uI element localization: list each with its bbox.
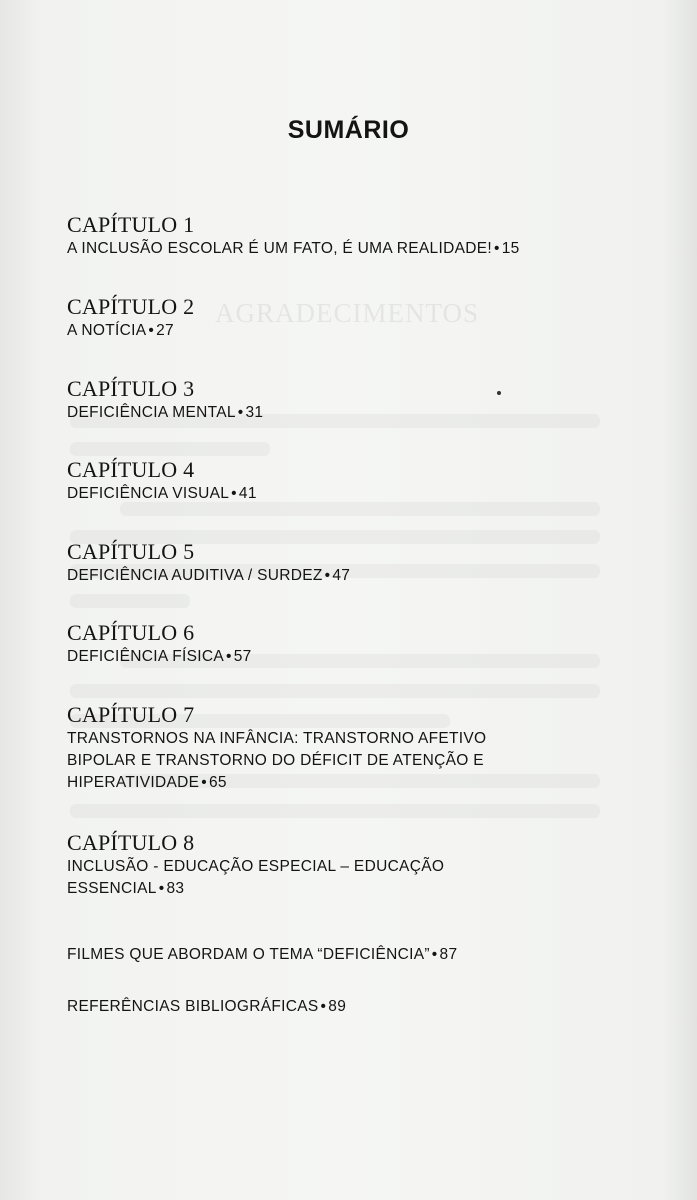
toc-entry (67, 830, 444, 900)
chapter-title-line: A INCLUSÃO ESCOLAR É UM FATO, É UMA REALIDADE! (67, 240, 492, 257)
toc-entry (67, 376, 263, 424)
separator: • (431, 946, 438, 963)
toc-entry (67, 294, 194, 342)
chapter-title-line: HIPERATIVIDADE (67, 774, 200, 791)
toc-extra-entry (67, 944, 457, 966)
chapter-heading: CAPÍTULO 2 (67, 294, 195, 319)
page-number: 41 (238, 485, 257, 502)
page-number: 83 (166, 880, 185, 897)
page-number: 15 (501, 240, 520, 257)
separator: • (493, 240, 500, 257)
toc-entry (67, 702, 486, 794)
chapter-heading: CAPÍTULO 8 (67, 830, 195, 855)
toc-entry (67, 620, 252, 668)
chapter-title-line: ESSENCIAL (67, 880, 157, 897)
chapter-title-line: DEFICIÊNCIA FÍSICA (67, 648, 224, 665)
chapter-title-line: A NOTÍCIA (67, 322, 147, 339)
separator: • (237, 404, 244, 421)
page-number: 57 (233, 648, 252, 665)
chapter-title-line: TRANSTORNOS NA INFÂNCIA: TRANSTORNO AFETIVO (67, 730, 487, 747)
toc-entry (67, 539, 350, 587)
chapter-title-line: DEFICIÊNCIA VISUAL (67, 485, 230, 502)
chapter-title-line: DEFICIÊNCIA MENTAL (67, 404, 236, 421)
extra-title-text: FILMES QUE ABORDAM O TEMA “DEFICIÊNCIA” (67, 946, 430, 963)
chapter-heading: CAPÍTULO 5 (67, 539, 195, 564)
chapter-title (67, 402, 263, 424)
chapter-heading: CAPÍTULO 7 (67, 702, 195, 727)
bleed-through-heading: AGRADECIMENTOS (215, 298, 480, 328)
chapter-title (67, 878, 444, 900)
toc-entry (67, 212, 520, 260)
chapter-title (67, 483, 257, 505)
chapter-title (67, 238, 520, 260)
separator: • (158, 880, 165, 897)
page-title: SUMÁRIO (287, 116, 410, 144)
page-number: 87 (439, 946, 458, 963)
page-number: 47 (332, 567, 351, 584)
separator: • (201, 774, 207, 791)
chapter-title (67, 565, 350, 587)
page-number: 27 (156, 322, 174, 339)
page-number: 89 (328, 998, 347, 1015)
chapter-title (67, 646, 252, 668)
chapter-title (67, 772, 486, 794)
separator: • (231, 485, 237, 502)
ink-speck (497, 391, 501, 395)
separator: • (148, 322, 155, 339)
page-number: 65 (208, 774, 227, 791)
chapter-title-line: DEFICIÊNCIA AUDITIVA / SURDEZ (67, 567, 323, 584)
toc-entry (67, 457, 257, 505)
separator: • (320, 998, 327, 1015)
chapter-heading: CAPÍTULO 1 (67, 212, 195, 237)
chapter-heading: CAPÍTULO 6 (67, 620, 195, 645)
separator: • (225, 648, 232, 665)
chapter-title (67, 320, 194, 342)
chapter-title-line: INCLUSÃO - EDUCAÇÃO ESPECIAL – EDUCAÇÃO (67, 858, 445, 875)
chapter-heading: CAPÍTULO 4 (67, 457, 195, 482)
chapter-title-line: BIPOLAR E TRANSTORNO DO DÉFICIT DE ATENÇÃO E (67, 752, 484, 769)
page-number: 31 (245, 404, 264, 421)
extra-title-text: REFERÊNCIAS BIBLIOGRÁFICAS (67, 998, 319, 1015)
extra-title (67, 944, 457, 966)
separator: • (324, 567, 331, 584)
chapter-heading: CAPÍTULO 3 (67, 376, 195, 401)
extra-title (67, 996, 346, 1018)
toc-extra-entry (67, 996, 346, 1018)
